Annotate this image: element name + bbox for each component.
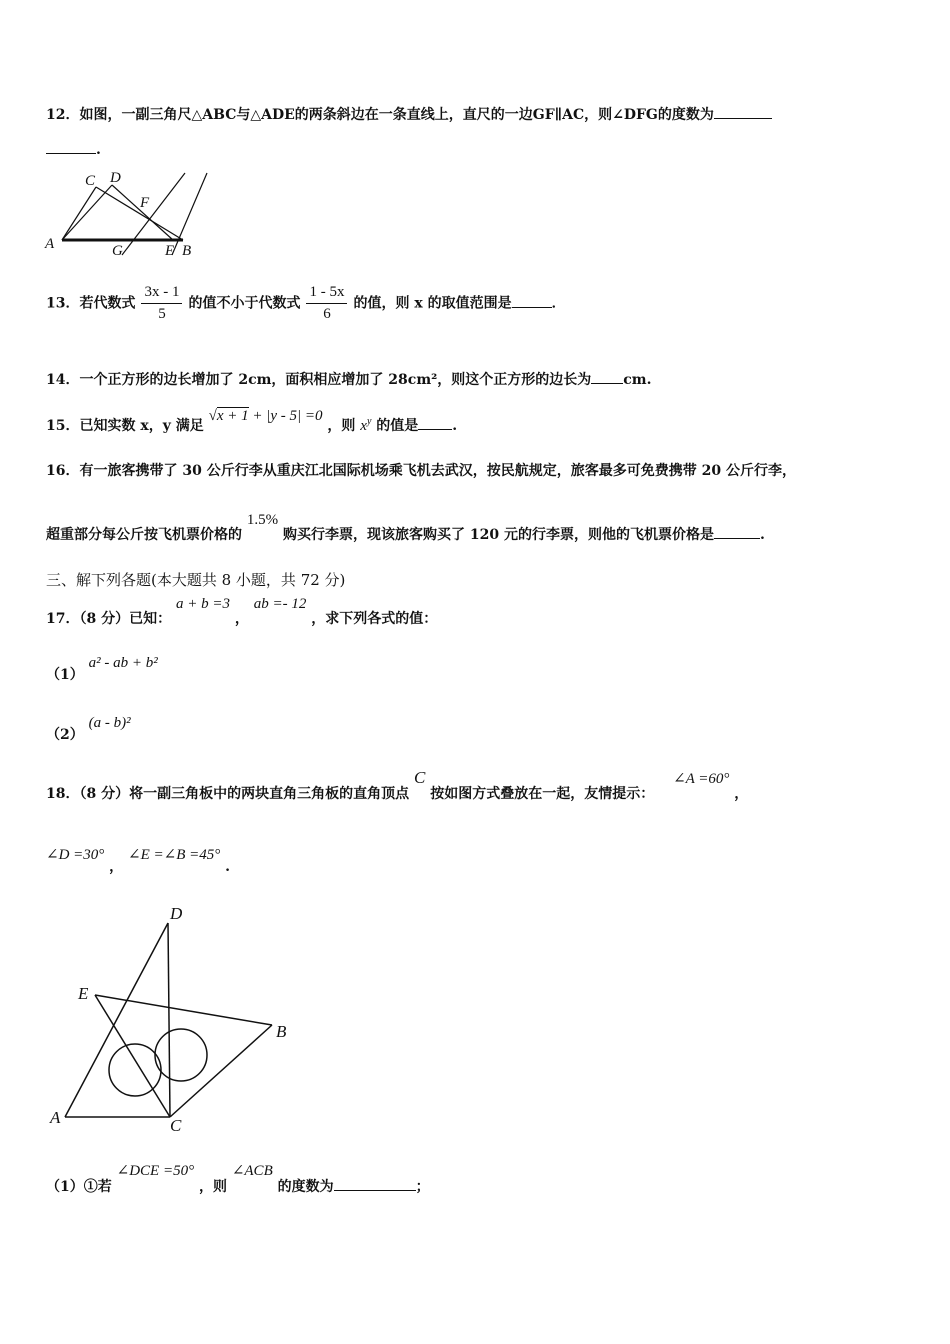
q15-equation: √x + 1 + |y - 5| =0 — [208, 408, 323, 424]
q13-frac2-denominator: 6 — [323, 306, 331, 322]
q12-label-e: E — [165, 243, 175, 259]
q15-power-exponent: y — [366, 416, 372, 427]
section3-heading — [46, 569, 345, 590]
q13-line — [46, 284, 566, 323]
q18-end: . — [225, 859, 230, 875]
q15-answer-blank — [418, 417, 452, 430]
q18-sub1-answer-blank — [334, 1178, 416, 1191]
q13-suffix: 的值，则 x 的取值范围是 — [353, 295, 512, 312]
q17-part-1 — [46, 652, 158, 683]
q12-label-a: A — [45, 236, 55, 252]
q18-sub-1 — [46, 1160, 430, 1195]
q17-sep: ， — [234, 611, 249, 627]
q15-line — [46, 405, 458, 434]
q17-part-2 — [46, 712, 131, 743]
q16-line-1 — [46, 460, 796, 480]
q15-equation-rest: + |y - 5| =0 — [248, 408, 323, 424]
q13-end: ． — [551, 295, 566, 312]
q17-condition-1: a + b =3 — [175, 596, 230, 612]
q18-sub1-angle: ∠DCE =50° — [116, 1163, 195, 1179]
q14-answer-blank — [591, 371, 623, 384]
q18-label-c: C — [170, 1116, 182, 1135]
q12-label-d: D — [110, 170, 121, 186]
q12-line-ac — [62, 187, 96, 240]
q12-label-g: G — [112, 243, 123, 259]
q18-line-bc — [170, 1025, 272, 1117]
q18-label-b: B — [276, 1022, 287, 1041]
q18-sub1-suffix: 的度数为 — [277, 1179, 334, 1195]
q16-line2-suffix: 购买行李票，现该旅客购买了 120 元的行李票，则他的飞机票价格是 — [283, 527, 714, 543]
q15-power — [360, 418, 371, 434]
q18-line-2 — [46, 844, 230, 875]
q13-fraction-1 — [141, 284, 182, 323]
q18-vertex-c: C — [413, 768, 426, 787]
q17-suffix: ，求下列各式的值： — [311, 611, 438, 627]
q13-frac1-denominator: 5 — [158, 306, 166, 322]
q17-prefix: 17．（8 分）已知： — [46, 611, 172, 627]
q17-part2-expression: (a - b)² — [88, 715, 131, 731]
q18-label-e: E — [78, 984, 89, 1003]
q18-label-d: D — [170, 904, 183, 923]
q13-fraction-2 — [306, 284, 347, 323]
q18-sub1-prefix: （1）①若 — [46, 1179, 112, 1195]
q12-label-b: B — [182, 243, 192, 259]
q17-part1-expression: a² - ab + b² — [88, 655, 158, 671]
q17-part2-label: （2） — [46, 727, 84, 743]
section3-title: 三、解下列各题(本大题共 8 小题，共 72 分) — [46, 571, 346, 589]
q15-power-base: x — [360, 418, 367, 434]
q18-middle: 按如图方式叠放在一起，友情提示： — [430, 786, 655, 802]
q16-percent: 1.5% — [246, 512, 279, 528]
q12-continuation — [46, 141, 101, 158]
q14-line — [46, 369, 651, 389]
q18-prefix: 18．（8 分）将一副三角板中的两块直角三角板的直角顶点 — [46, 786, 410, 802]
q15-suffix: 的值是 — [376, 418, 419, 434]
q17-part1-label: （1） — [46, 667, 84, 683]
q18-angle-a: ∠A =60° — [673, 771, 730, 787]
q18-comma-2: ， — [109, 859, 124, 875]
q15-sqrt-radicand: x + 1 — [216, 408, 249, 424]
q16-line1-text: 16．有一旅客携带了 30 公斤行李从重庆江北国际机场乘飞机去武汉，按民航规定，旅客最多可免费携带 20 公斤行李， — [46, 463, 796, 479]
q15-mid: ，则 — [327, 418, 356, 434]
q18-line-ec — [95, 995, 170, 1117]
q18-sub1-end: ； — [415, 1179, 430, 1195]
q18-angle-e-b: ∠E =∠B =45° — [128, 847, 221, 863]
q12-end: . — [96, 142, 101, 158]
q18-sub1-target: ∠ACB — [231, 1163, 273, 1179]
q12-line-de — [112, 185, 173, 240]
q17-condition-2: ab =- 12 — [253, 596, 307, 612]
q12-text: 12．如图，一副三角尺△ABC与△ADE的两条斜边在一条直线上，直尺的一边GF∥AC，则∠DFG的度数为 — [46, 107, 714, 123]
q12-line-gf — [122, 173, 185, 255]
q13-answer-blank — [512, 295, 552, 308]
q18-arc-left — [109, 1044, 161, 1096]
q16-answer-blank — [714, 526, 760, 539]
q16-end: . — [759, 527, 765, 543]
q14-end: cm. — [623, 372, 652, 388]
q13-prefix: 13．若代数式 — [46, 295, 136, 312]
q12-line-ad — [62, 185, 112, 240]
q18-label-a: A — [50, 1108, 61, 1127]
q12-answer-blank — [714, 106, 772, 119]
q12-label-c: C — [85, 173, 96, 189]
q12-label-f: F — [140, 195, 150, 211]
q12-figure — [40, 165, 230, 265]
q18-comma-1: ， — [734, 786, 749, 802]
q18-arc-right — [155, 1029, 207, 1081]
q18-sub1-mid: ，则 — [198, 1179, 227, 1195]
q13-frac2-numerator: 1 - 5x — [306, 284, 347, 304]
q13-frac1-numerator: 3x - 1 — [141, 284, 182, 304]
q18-angle-d: ∠D =30° — [46, 847, 105, 863]
q15-end: . — [452, 418, 458, 434]
q18-line-dc — [168, 923, 170, 1117]
q17-line — [46, 593, 438, 627]
q13-middle: 的值不小于代数式 — [188, 295, 301, 312]
q16-line-2 — [46, 509, 765, 543]
q18-figure — [40, 895, 310, 1145]
q12-answer-blank-2 — [46, 141, 96, 154]
q15-prefix: 15．已知实数 x，y 满足 — [46, 418, 204, 434]
q14-text: 14．一个正方形的边长增加了 2cm，面积相应增加了 28cm²，则这个正方形的边长为 — [46, 372, 592, 388]
q16-line2-prefix: 超重部分每公斤按飞机票价格的 — [46, 527, 242, 543]
q12-text-line — [46, 104, 772, 124]
q18-line-1 — [46, 768, 749, 802]
